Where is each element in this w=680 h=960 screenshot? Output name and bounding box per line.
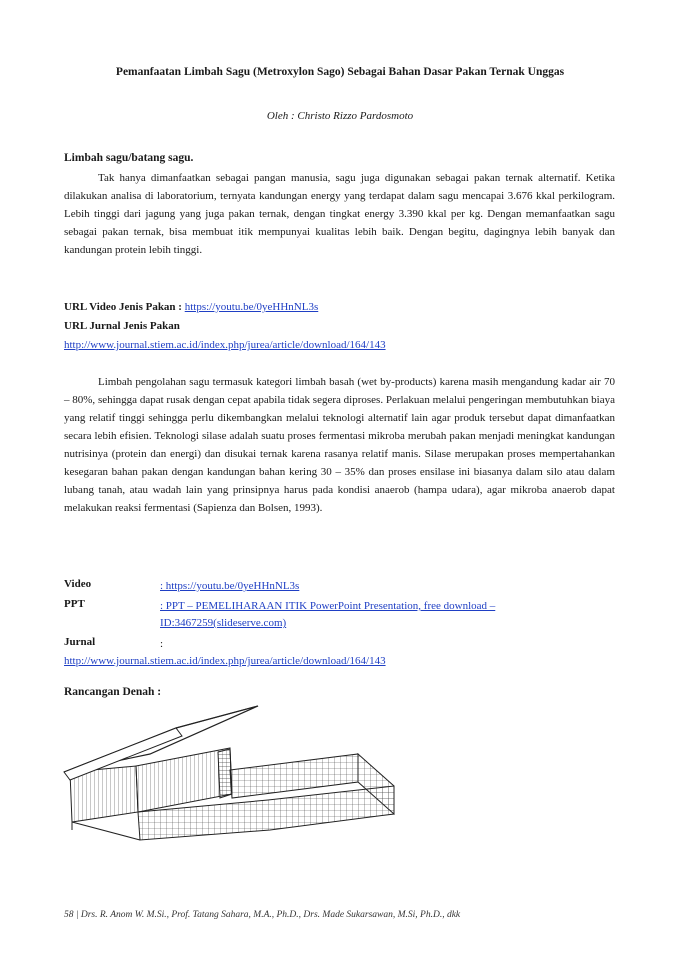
coop-floor-plan-diagram [58, 702, 398, 862]
ppt-label: PPT [64, 598, 85, 610]
document-title: Pemanfaatan Limbah Sagu (Metroxylon Sago) Sebagai Bahan Dasar Pakan Ternak Unggas [115, 66, 565, 78]
author-line: Oleh : Christo Rizzo Pardosmoto [266, 110, 414, 122]
paragraph-sagu-pakan: Tak hanya dimanfaatkan sebagai pangan manusia, sagu juga digunakan sebagai pakan ternak alternatif. Ketika dilakukan analisa di laboratorium, ternyata kandungan energy yang terdapat dalam sagu mencapai 3.676 kkal perkilogram. Lebih tinggi dari jagung yang juga pakan ternak, dengan tingkat energy 3.390 kkal per kg. Dengan memanfaatkan sagu sebagai pakan ternak, bisa membuat itik mempunyai kualitas lebih baik. Dengan begitu, dagingnya lebih banyak dan kandungan protein lebih tinggi. [64, 172, 615, 256]
video-link[interactable]: : https://youtu.be/0yeHHnNL3s [160, 580, 300, 592]
video-label: Video [64, 578, 92, 590]
page-footer: 58 | Drs. R. Anom W. M.Si., Prof. Tatang Sahara, M.A., Ph.D., Drs. Made Sukarsawan, M.Si, Ph.D., dkk [64, 910, 461, 920]
jurnal-colon: : [160, 638, 164, 650]
ppt-link[interactable]: : PPT – PEMELIHARAAN ITIK PowerPoint Presentation, free download – ID:3467259(slideserve.com) [160, 600, 496, 629]
journal-url-label: URL Jurnal Jenis Pakan [64, 320, 180, 332]
section-heading-limbah: Limbah sagu/batang sagu. [64, 152, 194, 164]
journal-url-link[interactable]: http://www.journal.stiem.ac.id/index.php/jurea/article/download/164/143 [64, 339, 386, 351]
paragraph-limbah-pengolahan: Limbah pengolahan sagu termasuk kategori limbah basah (wet by-products) karena masih mengandung kadar air 70 – 80%, sehingga dapat rusak dengan cepat apabila tidak segera diproses. Perlakuan melalui pengeringan membutuhkan biaya yang relatif tinggi sehingga perlu dikembangkan melalui teknologi alternatif lain agar produk tersebut dapat dimanfaatkan secara lebih efisien. Teknologi silase adalah suatu proses fermentasi mikroba merubah pakan menjadi meningkat kandungan nutrisinya (protein dan energi) dan disukai ternak karena rasanya relatif manis. Silase merupakan proses mempertahankan kesegaran bahan pakan dengan kandungan bahan kering 30 – 35% dan proses ensilase ini biasanya dalam silo atau dalam lubang tanah, atau wadah lain yang prinsipnya harus pada kondisi anaerob (hampa udara), agar mikroba anaerob dapat melakukan reaksi fermentasi (Sapienza dan Bolsen, 1993). [64, 376, 615, 514]
jurnal-link[interactable]: http://www.journal.stiem.ac.id/index.php/jurea/article/download/164/143 [64, 655, 386, 667]
section-heading-denah: Rancangan Denah : [64, 686, 162, 698]
house-side-wall [136, 748, 232, 812]
jurnal-label: Jurnal [64, 636, 96, 648]
video-url-link[interactable]: https://youtu.be/0yeHHnNL3s [184, 301, 319, 313]
run-back-fence [230, 754, 358, 798]
video-url-line [64, 301, 318, 313]
video-url-label: URL Video Jenis Pakan : [64, 301, 182, 313]
